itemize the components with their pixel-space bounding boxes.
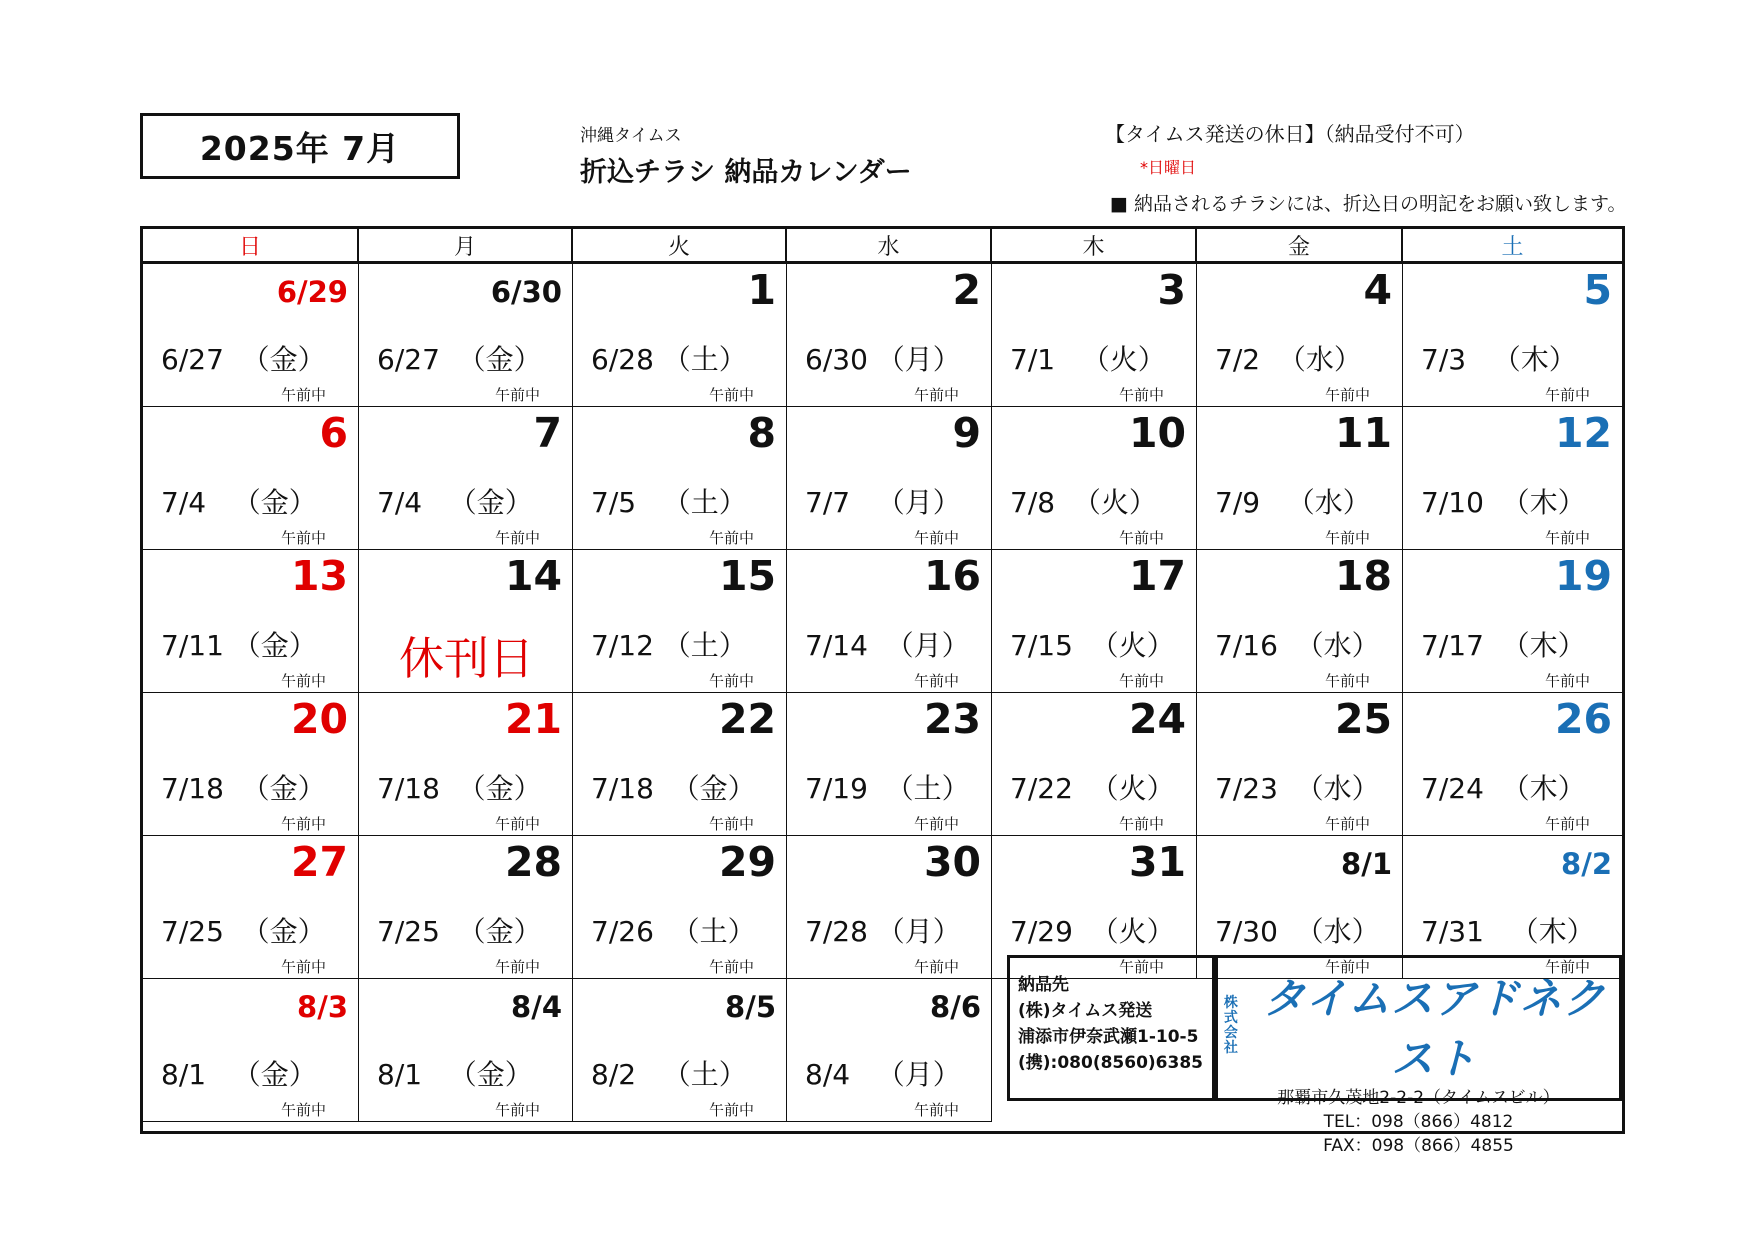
day-number: 5	[1583, 266, 1612, 314]
weekday-header: 火	[573, 229, 787, 264]
day-number: 6/29	[276, 275, 348, 309]
day-number: 8/5	[725, 990, 776, 1024]
day-number: 25	[1334, 695, 1392, 743]
day-number: 28	[504, 838, 562, 886]
delivery-date: 7/10 （木）	[1421, 486, 1586, 519]
company-logo-name: タイムスアドネクスト	[1263, 974, 1606, 1083]
day-number: 18	[1334, 552, 1392, 600]
delivery-date: 7/18 （金）	[591, 772, 756, 805]
delivery-time: 午前中	[708, 529, 754, 547]
delivery-date: 7/17 （木）	[1421, 629, 1586, 662]
company-address: 那覇市久茂地2-2-2（タイムスビル）	[1277, 1088, 1560, 1108]
delivery-date: 8/1 （金）	[161, 1058, 317, 1091]
company-tel: TEL：098（866）4812	[1323, 1112, 1514, 1132]
delivery-address-phone: (携):080(8560)6385	[1018, 1053, 1203, 1073]
calendar-day-cell	[787, 407, 992, 550]
day-number: 8/2	[1561, 847, 1612, 881]
day-number: 31	[1128, 838, 1186, 886]
day-number: 16	[923, 552, 981, 600]
delivery-note: ■ 納品されるチラシには、折込日の明記をお願い致します。	[1110, 193, 1627, 215]
delivery-time: 午前中	[494, 386, 540, 404]
day-number: 4	[1363, 266, 1392, 314]
day-number: 8	[747, 409, 776, 457]
delivery-date: 7/24 （木）	[1421, 772, 1586, 805]
calendar-day-cell	[143, 836, 359, 979]
calendar-day-cell	[359, 550, 573, 693]
delivery-date: 8/2 （土）	[591, 1058, 747, 1091]
delivery-time: 午前中	[708, 815, 754, 833]
day-number: 21	[504, 695, 562, 743]
delivery-address-name: (株)タイムス発送	[1018, 1001, 1153, 1021]
delivery-date: 7/3 （木）	[1421, 343, 1577, 376]
day-number: 8/1	[1341, 847, 1392, 881]
day-number: 8/3	[297, 990, 348, 1024]
calendar-day-cell	[143, 979, 359, 1122]
year-month-title: 2025年 7月	[140, 113, 460, 179]
delivery-time: 午前中	[1118, 958, 1164, 976]
calendar-day-cell	[1403, 693, 1622, 836]
delivery-time: 午前中	[494, 529, 540, 547]
delivery-time: 午前中	[1324, 815, 1370, 833]
day-number: 27	[290, 838, 348, 886]
delivery-address-street: 浦添市伊奈武瀬1-10-5	[1018, 1027, 1199, 1047]
calendar-day-cell	[359, 836, 573, 979]
delivery-date: 7/29 （火）	[1010, 915, 1175, 948]
delivery-time: 午前中	[913, 672, 959, 690]
calendar-day-cell	[573, 264, 787, 407]
delivery-time: 午前中	[1118, 815, 1164, 833]
delivery-date: 8/4 （月）	[805, 1058, 961, 1091]
delivery-time: 午前中	[1324, 958, 1370, 976]
calendar-day-cell	[992, 836, 1197, 979]
calendar-title: 折込チラシ 納品カレンダー	[580, 157, 912, 188]
calendar-day-cell	[787, 693, 992, 836]
delivery-date: 7/11 （金）	[161, 629, 317, 662]
weekday-header: 水	[787, 229, 992, 264]
delivery-date: 7/8 （火）	[1010, 486, 1157, 519]
weekday-header: 土	[1403, 229, 1622, 264]
day-number: 2	[952, 266, 981, 314]
delivery-date: 6/27 （金）	[377, 343, 542, 376]
delivery-time: 午前中	[1544, 529, 1590, 547]
calendar-day-cell	[992, 407, 1197, 550]
delivery-address-label: 納品先	[1018, 975, 1069, 995]
delivery-date: 7/4 （金）	[161, 486, 317, 519]
delivery-date: 6/30 （月）	[805, 343, 961, 376]
day-number: 6/30	[490, 275, 562, 309]
day-number: 13	[290, 552, 348, 600]
day-number: 20	[290, 695, 348, 743]
calendar-day-cell	[1403, 407, 1622, 550]
delivery-time: 午前中	[1118, 386, 1164, 404]
delivery-time: 午前中	[1324, 529, 1370, 547]
delivery-time: 午前中	[280, 958, 326, 976]
delivery-calendar	[140, 226, 1625, 1156]
delivery-time: 午前中	[494, 958, 540, 976]
calendar-day-cell	[143, 407, 359, 550]
delivery-time: 午前中	[494, 815, 540, 833]
day-number: 15	[718, 552, 776, 600]
delivery-date: 7/23 （水）	[1215, 772, 1380, 805]
calendar-day-cell	[143, 550, 359, 693]
delivery-date: 7/16 （水）	[1215, 629, 1380, 662]
holiday-days: *日曜日	[1140, 158, 1197, 177]
delivery-time: 午前中	[1118, 672, 1164, 690]
calendar-day-cell	[787, 264, 992, 407]
delivery-time: 午前中	[280, 672, 326, 690]
day-number: 23	[923, 695, 981, 743]
calendar-day-cell	[787, 979, 992, 1122]
delivery-date: 7/30 （水）	[1215, 915, 1380, 948]
calendar-day-cell	[143, 264, 359, 407]
weekday-header: 日	[143, 229, 359, 264]
calendar-day-cell	[573, 693, 787, 836]
day-number: 12	[1554, 409, 1612, 457]
day-number: 22	[718, 695, 776, 743]
day-number: 29	[718, 838, 776, 886]
day-number: 6	[319, 409, 348, 457]
publisher-name: 沖縄タイムス	[580, 126, 682, 146]
calendar-day-cell	[573, 407, 787, 550]
delivery-time: 午前中	[280, 529, 326, 547]
delivery-date: 7/12 （土）	[591, 629, 747, 662]
delivery-date: 7/7 （月）	[805, 486, 961, 519]
holiday-label: 休刊日	[399, 632, 535, 685]
delivery-time: 午前中	[280, 1101, 326, 1119]
delivery-time: 午前中	[913, 815, 959, 833]
delivery-time: 午前中	[708, 672, 754, 690]
delivery-date: 7/14 （月）	[805, 629, 970, 662]
delivery-date: 7/31 （木）	[1421, 915, 1595, 948]
day-number: 3	[1157, 266, 1186, 314]
delivery-date: 7/15 （火）	[1010, 629, 1175, 662]
delivery-date: 7/9 （水）	[1215, 486, 1371, 519]
delivery-time: 午前中	[708, 386, 754, 404]
delivery-date: 8/1 （金）	[377, 1058, 533, 1091]
calendar-day-cell	[359, 264, 573, 407]
delivery-time: 午前中	[280, 815, 326, 833]
delivery-date: 7/4 （金）	[377, 486, 533, 519]
delivery-time: 午前中	[280, 386, 326, 404]
calendar-day-cell	[787, 836, 992, 979]
day-number: 1	[747, 266, 776, 314]
calendar-day-cell	[573, 979, 787, 1122]
delivery-date: 7/26 （土）	[591, 915, 756, 948]
company-fax: FAX：098（866）4855	[1323, 1136, 1514, 1156]
delivery-date: 7/19 （土）	[805, 772, 970, 805]
delivery-time: 午前中	[708, 1101, 754, 1119]
delivery-date: 6/28 （土）	[591, 343, 747, 376]
delivery-date: 7/1 （火）	[1010, 343, 1166, 376]
delivery-time: 午前中	[913, 958, 959, 976]
day-number: 19	[1554, 552, 1612, 600]
delivery-time: 午前中	[1324, 672, 1370, 690]
day-number: 14	[504, 552, 562, 600]
calendar-day-cell	[359, 979, 573, 1122]
delivery-date: 7/18 （金）	[161, 772, 326, 805]
delivery-time: 午前中	[1324, 386, 1370, 404]
weekday-header: 金	[1197, 229, 1403, 264]
delivery-time: 午前中	[708, 958, 754, 976]
weekday-header: 木	[992, 229, 1197, 264]
company-logo-kabushiki: 株式会社	[1223, 995, 1238, 1056]
calendar-day-cell	[1403, 264, 1622, 407]
calendar-day-cell	[1403, 550, 1622, 693]
calendar-day-cell	[573, 836, 787, 979]
delivery-date: 7/18 （金）	[377, 772, 542, 805]
day-number: 17	[1128, 552, 1186, 600]
delivery-date: 7/28 （月）	[805, 915, 961, 948]
calendar-day-cell	[1197, 693, 1403, 836]
calendar-day-cell	[1403, 836, 1622, 979]
calendar-day-cell	[1197, 264, 1403, 407]
delivery-date: 6/27 （金）	[161, 343, 326, 376]
day-number: 8/6	[930, 990, 981, 1024]
delivery-time: 午前中	[913, 1101, 959, 1119]
calendar-day-cell	[359, 407, 573, 550]
calendar-day-cell	[1197, 407, 1403, 550]
day-number: 9	[952, 409, 981, 457]
delivery-time: 午前中	[494, 1101, 540, 1119]
delivery-date: 7/2 （水）	[1215, 343, 1362, 376]
calendar-day-cell	[143, 693, 359, 836]
company-logo	[1218, 966, 1619, 1086]
day-number: 11	[1334, 409, 1392, 457]
calendar-day-cell	[573, 550, 787, 693]
delivery-date: 7/25 （金）	[161, 915, 326, 948]
calendar-day-cell	[359, 693, 573, 836]
calendar-day-cell	[992, 264, 1197, 407]
delivery-time: 午前中	[1544, 815, 1590, 833]
delivery-time: 午前中	[1544, 672, 1590, 690]
delivery-date: 7/25 （金）	[377, 915, 542, 948]
calendar-day-cell	[787, 550, 992, 693]
calendar-day-cell	[992, 550, 1197, 693]
delivery-time: 午前中	[1118, 529, 1164, 547]
delivery-date: 7/5 （土）	[591, 486, 747, 519]
day-number: 30	[923, 838, 981, 886]
day-number: 10	[1128, 409, 1186, 457]
delivery-time: 午前中	[913, 529, 959, 547]
calendar-day-cell	[1197, 550, 1403, 693]
calendar-day-cell	[992, 693, 1197, 836]
delivery-time: 午前中	[913, 386, 959, 404]
delivery-date: 7/22 （火）	[1010, 772, 1175, 805]
day-number: 7	[533, 409, 562, 457]
delivery-time: 午前中	[1544, 386, 1590, 404]
day-number: 8/4	[511, 990, 562, 1024]
delivery-time: 午前中	[1544, 958, 1590, 976]
day-number: 24	[1128, 695, 1186, 743]
day-number: 26	[1554, 695, 1612, 743]
weekday-header: 月	[359, 229, 573, 264]
calendar-day-cell	[1197, 836, 1403, 979]
holiday-notice: 【タイムス発送の休日】（納品受付不可）	[1105, 122, 1475, 146]
